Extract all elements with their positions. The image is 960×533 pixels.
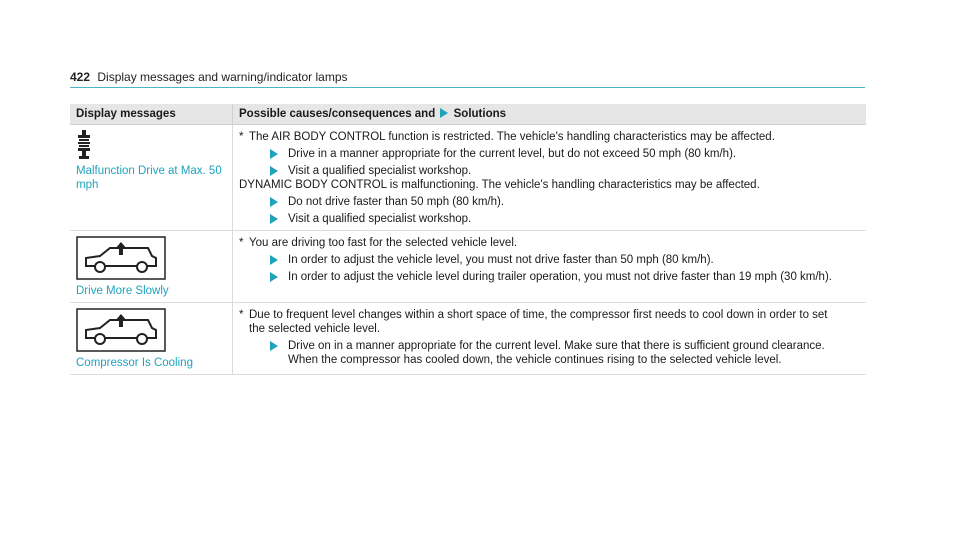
solution-step — [239, 253, 860, 267]
page-header — [70, 70, 348, 84]
step-text: In order to adjust the vehicle level during trailer operation, you must not drive faster than 19 mph (30 km/h). — [288, 271, 832, 283]
message-cell — [70, 231, 233, 303]
solution-step — [239, 339, 860, 367]
cause-text-value: You are driving too fast for the selected vehicle level. — [249, 237, 518, 249]
page-number: 422 — [70, 70, 91, 84]
solution-cell — [233, 231, 867, 303]
solution-step — [239, 147, 860, 161]
solution-arrow-icon — [270, 214, 278, 224]
vehicle-level-icon — [76, 236, 166, 280]
header-solutions-text: Solutions — [453, 108, 507, 120]
step-text: In order to adjust the vehicle level, you must not drive faster than 50 mph (80 km/h). — [288, 254, 714, 266]
message-cell — [70, 303, 233, 375]
column-header-display-messages: Display messages — [70, 104, 233, 125]
table-row — [70, 231, 866, 303]
step-text: Visit a qualified specialist workshop. — [288, 165, 472, 177]
cause-text-continued: the selected vehicle level. — [249, 323, 381, 335]
header-causes-text: Possible causes/consequences and — [239, 108, 436, 120]
step-text: Drive in a manner appropriate for the current level, but do not exceed 50 mph (80 km/h). — [288, 148, 737, 160]
solution-arrow-icon — [270, 197, 278, 207]
step-text: Drive on in a manner appropriate for the current level. Make sure that there is sufficient ground clearance. — [288, 340, 825, 352]
solution-step — [239, 195, 860, 209]
step-text: Do not drive faster than 50 mph (80 km/h). — [288, 196, 505, 208]
cause-text-value: The AIR BODY CONTROL function is restricted. The vehicle's handling characteristics may be affected. — [249, 131, 775, 143]
solution-cell — [233, 303, 867, 375]
solution-cell — [233, 125, 867, 231]
message-label: Drive More Slowly — [76, 285, 169, 297]
cause-text: DYNAMIC BODY CONTROL is malfunctioning. The vehicle's handling characteristics may be affected. — [239, 179, 760, 191]
cause-text: * The AIR BODY CONTROL function is restricted. The vehicle's handling characteristics may be affected. — [239, 131, 775, 143]
page-title: Display messages and warning/indicator lamps — [97, 70, 348, 84]
cause-text: * You are driving too fast for the selected vehicle level. — [239, 237, 518, 249]
solution-arrow-icon — [270, 255, 278, 265]
shock-absorber-icon — [76, 130, 92, 160]
solution-step — [239, 164, 860, 178]
solution-step — [239, 212, 860, 226]
table-row — [70, 303, 866, 375]
message-cell — [70, 125, 233, 231]
solution-arrow-icon — [270, 149, 278, 159]
message-label: Malfunction Drive at Max. 50 mph — [76, 165, 222, 191]
solution-arrow-icon — [440, 108, 448, 118]
table-row — [70, 125, 866, 231]
cause-text-value: Due to frequent level changes within a short space of time, the compressor first needs to cool down in order to set — [249, 309, 828, 321]
display-messages-table — [70, 104, 866, 375]
vehicle-level-icon — [76, 308, 166, 352]
header-divider — [70, 87, 865, 88]
column-header-causes-solutions — [233, 104, 867, 125]
solution-step — [239, 270, 860, 284]
solution-arrow-icon — [270, 166, 278, 176]
solution-arrow-icon — [270, 341, 278, 351]
step-text: Visit a qualified specialist workshop. — [288, 213, 472, 225]
solution-arrow-icon — [270, 272, 278, 282]
message-label: Compressor Is Cooling — [76, 357, 193, 369]
cause-text: * Due to frequent level changes within a short space of time, the compressor first needs to cool down in order to set — [239, 309, 828, 321]
step-text-continued: When the compressor has cooled down, the vehicle continues rising to the selected vehicle level. — [288, 354, 782, 366]
table-header-row — [70, 104, 866, 125]
